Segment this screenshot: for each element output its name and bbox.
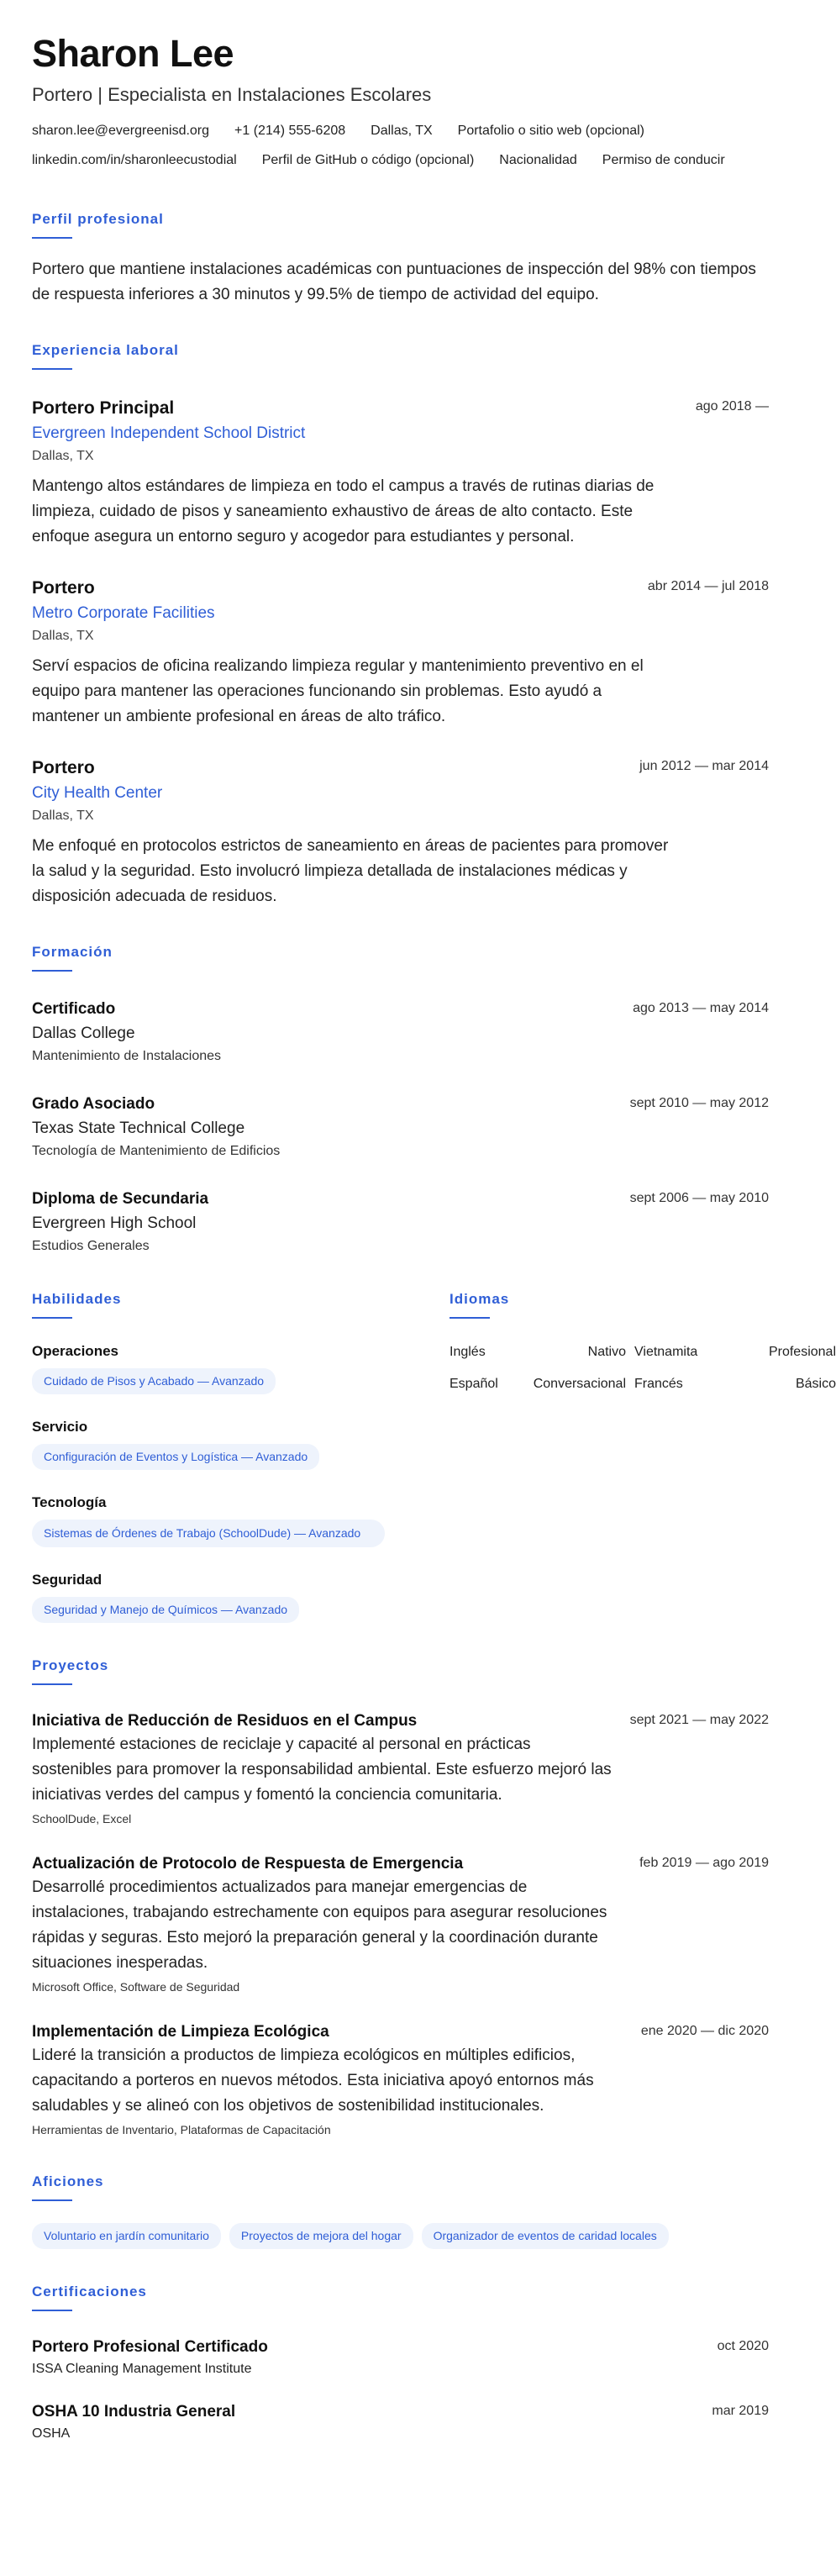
section-divider: [32, 1683, 72, 1685]
languages-section: [450, 1290, 836, 1623]
skill-chip: Seguridad y Manejo de Químicos — Avanzado: [32, 1597, 299, 1623]
job-location: Dallas, TX: [32, 629, 94, 643]
job-description: Me enfoqué en protocolos estrictos de saneamiento en áreas de pacientes para promover la salud y la seguridad. Esto involucró limpieza detallada de instalaciones médicas y disposición adecuada de residuos.: [32, 837, 669, 905]
language-level: Nativo: [587, 1345, 626, 1359]
education-entry: [32, 1093, 769, 1162]
certification-entry: [32, 2336, 769, 2379]
certifications-section: [32, 2283, 769, 2444]
hobby-chip: Voluntario en jardín comunitario: [32, 2223, 221, 2249]
certification-title: OSHA 10 Industria General: [32, 2403, 236, 2421]
section-title: Aficiones: [32, 2173, 104, 2189]
hobby-chips: [32, 2223, 769, 2249]
contact-phone[interactable]: +1 (214) 555-6208: [234, 124, 346, 138]
section-title: Proyectos: [32, 1657, 109, 1673]
project-description: Desarrollé procedimientos actualizados para manejar emergencias de instalaciones, trabajando estrechamente con equipos para asegurar resoluciones rápidas y seguras. Esto mejoró la preparación general y la coordinación durante situaciones inesperadas.: [32, 1878, 607, 1972]
project-title: Actualización de Protocolo de Respuesta de Emergencia: [32, 1855, 464, 1873]
language-name: Vietnamita: [634, 1345, 698, 1359]
hobby-chip: Proyectos de mejora del hogar: [229, 2223, 413, 2249]
skill-chip: Configuración de Eventos y Logística — Avanzado: [32, 1444, 319, 1470]
candidate-name: Sharon Lee: [32, 32, 234, 75]
section-divider: [32, 2310, 72, 2311]
education-dates: sept 2010 — may 2012: [629, 1096, 769, 1110]
hobbies-section: [32, 2173, 769, 2249]
candidate-headline: Portero | Especialista en Instalaciones Escolares: [32, 84, 432, 105]
school-name: Texas State Technical College: [32, 1119, 245, 1137]
section-title: Certificaciones: [32, 2284, 147, 2299]
employer-link[interactable]: Evergreen Independent School District: [32, 424, 306, 442]
certification-date: mar 2019: [712, 2404, 769, 2418]
language-name: Español: [450, 1377, 498, 1391]
skill-group-title: Tecnología: [32, 1494, 107, 1510]
certification-date: oct 2020: [717, 2339, 769, 2353]
hobby-chip: Organizador de eventos de caridad locales: [422, 2223, 669, 2249]
section-title: Idiomas: [450, 1291, 510, 1307]
certification-entry: [32, 2401, 769, 2444]
contact-github[interactable]: Perfil de GitHub o código (opcional): [261, 153, 475, 167]
languages-grid: [450, 1342, 836, 1394]
education-dates: ago 2013 — may 2014: [633, 1001, 769, 1015]
projects-section: [32, 1657, 769, 2139]
language-level: Conversacional: [533, 1377, 626, 1391]
experience-entry: [32, 577, 769, 730]
resume-header: [32, 30, 769, 171]
project-title: Implementación de Limpieza Ecológica: [32, 2023, 329, 2041]
section-title: Habilidades: [32, 1291, 122, 1307]
section-divider: [32, 237, 72, 239]
experience-entry: [32, 756, 769, 909]
section-divider: [32, 970, 72, 972]
skill-group: [32, 1571, 385, 1623]
profile-section: [32, 210, 769, 308]
project-dates: ene 2020 — dic 2020: [640, 2024, 769, 2038]
contact-email[interactable]: sharon.lee@evergreenisd.org: [32, 124, 210, 138]
degree-title: Diploma de Secundaria: [32, 1190, 209, 1208]
field-of-study: Mantenimiento de Instalaciones: [32, 1049, 222, 1063]
project-entry: [32, 1710, 769, 1828]
skill-group-title: Operaciones: [32, 1343, 118, 1359]
skill-chip: Cuidado de Pisos y Acabado — Avanzado: [32, 1368, 276, 1394]
experience-section: [32, 341, 769, 909]
certification-issuer: OSHA: [32, 2426, 71, 2441]
project-description: Lideré la transición a productos de limpieza ecológicos en múltiples edificios, capacitando a porteros en nuevos métodos. Esta iniciativa apoyó entornos más saludables y se alineó con los objetivos de sostenibilidad institucionales.: [32, 2047, 594, 2115]
project-tools: SchoolDude, Excel: [32, 1812, 132, 1825]
section-title: Formación: [32, 944, 113, 960]
job-location: Dallas, TX: [32, 449, 94, 463]
skills-languages-row: [32, 1290, 836, 1623]
contact-portfolio[interactable]: Portafolio o sitio web (opcional): [457, 124, 644, 138]
contact-driving-license: Permiso de conducir: [602, 153, 725, 167]
contact-location: Dallas, TX: [371, 124, 433, 138]
job-title: Portero: [32, 578, 95, 598]
contact-list: [32, 119, 769, 171]
education-entry: [32, 998, 769, 1067]
degree-title: Grado Asociado: [32, 1095, 155, 1113]
job-description: Serví espacios de oficina realizando limpieza regular y mantenimiento preventivo en el equipo para mantener las operaciones funcionando sin problemas. Esto ayudó a mantener un ambiente profesional en áreas de alto tráfico.: [32, 657, 644, 725]
degree-title: Certificado: [32, 1000, 116, 1018]
certification-title: Portero Profesional Certificado: [32, 2338, 268, 2356]
skill-group-title: Servicio: [32, 1419, 88, 1435]
language-name: Francés: [634, 1377, 683, 1391]
project-entry: [32, 1853, 769, 1996]
job-dates: abr 2014 — jul 2018: [647, 579, 769, 593]
experience-entry: [32, 397, 769, 550]
contact-nationality: Nacionalidad: [499, 153, 577, 167]
section-title: Perfil profesional: [32, 211, 164, 227]
education-section: [32, 943, 769, 1256]
job-dates: ago 2018 —: [695, 399, 769, 414]
project-tools: Herramientas de Inventario, Plataformas de Capacitación: [32, 2123, 331, 2136]
education-entry: [32, 1188, 769, 1256]
job-title: Portero Principal: [32, 398, 175, 418]
profile-summary: Portero que mantiene instalaciones académicas con puntuaciones de inspección del 98% con tiempos de respuesta inferiores a 30 minutos y 99.5% de tiempo de actividad del equipo.: [32, 261, 756, 303]
job-description: Mantengo altos estándares de limpieza en todo el campus a través de rutinas diarias de limpieza, cuidado de pisos y saneamiento exhaustivo de áreas de alto contacto. Este enfoque asegura un entorno seguro y acogedor para estudiantes y personal.: [32, 477, 655, 545]
skill-group: [32, 1418, 385, 1470]
skill-chip: Sistemas de Órdenes de Trabajo (SchoolDude) — Avanzado: [32, 1520, 385, 1547]
employer-link[interactable]: City Health Center: [32, 784, 163, 802]
language-name: Inglés: [450, 1345, 486, 1359]
project-dates: feb 2019 — ago 2019: [639, 1856, 769, 1870]
section-title: Experiencia laboral: [32, 342, 179, 358]
language-level: Profesional: [768, 1345, 836, 1359]
section-divider: [32, 368, 72, 370]
section-divider: [32, 2199, 72, 2201]
project-title: Iniciativa de Reducción de Residuos en el Campus: [32, 1712, 418, 1730]
job-location: Dallas, TX: [32, 809, 94, 823]
project-description: Implementé estaciones de reciclaje y capacité al personal en prácticas sostenibles para promover la responsabilidad ambiental. Este esfuerzo mejoró las iniciativas verdes del campus y fomentó la conciencia comunitaria.: [32, 1736, 612, 1804]
skills-section: [32, 1290, 385, 1623]
certification-issuer: ISSA Cleaning Management Institute: [32, 2362, 252, 2376]
skill-group: [32, 1493, 385, 1547]
school-name: Dallas College: [32, 1025, 135, 1042]
project-dates: sept 2021 — may 2022: [629, 1713, 769, 1727]
school-name: Evergreen High School: [32, 1214, 197, 1232]
project-tools: Microsoft Office, Software de Seguridad: [32, 1980, 240, 1994]
field-of-study: Estudios Generales: [32, 1239, 150, 1253]
employer-link[interactable]: Metro Corporate Facilities: [32, 604, 215, 622]
skill-group: [32, 1342, 385, 1394]
skill-group-title: Seguridad: [32, 1572, 103, 1588]
project-entry: [32, 2021, 769, 2139]
section-divider: [450, 1317, 490, 1319]
job-title: Portero: [32, 758, 95, 777]
contact-linkedin[interactable]: linkedin.com/in/sharonleecustodial: [32, 153, 237, 167]
section-divider: [32, 1317, 72, 1319]
field-of-study: Tecnología de Mantenimiento de Edificios: [32, 1144, 281, 1158]
job-dates: jun 2012 — mar 2014: [639, 759, 769, 773]
education-dates: sept 2006 — may 2010: [629, 1191, 769, 1205]
language-level: Básico: [795, 1377, 836, 1391]
